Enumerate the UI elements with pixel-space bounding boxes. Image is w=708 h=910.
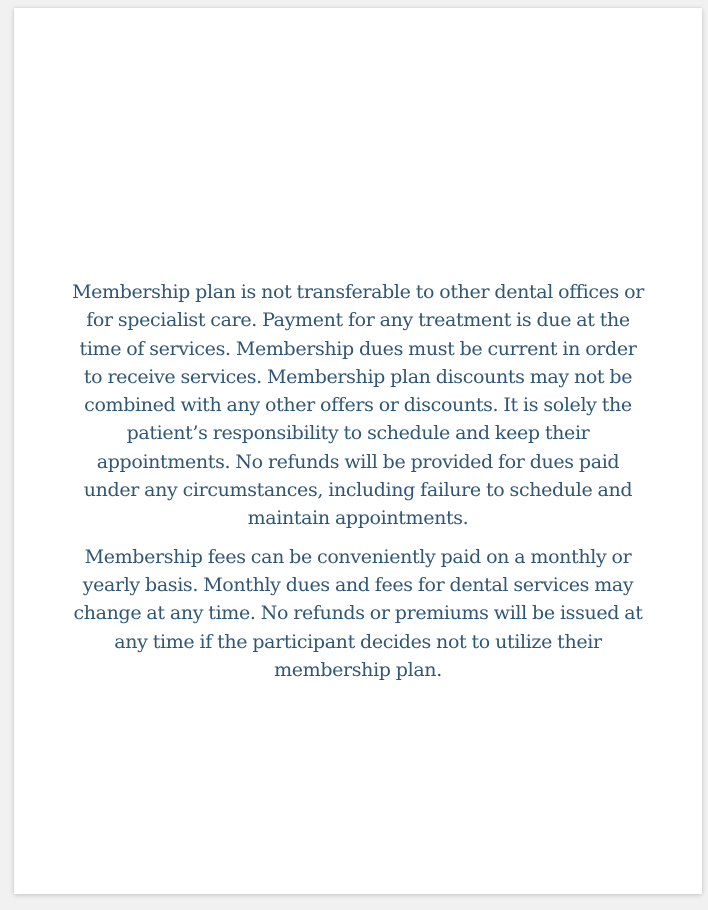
fees-paragraph: Membership fees can be conveniently paid on a monthly or yearly basis. Monthly dues and fees for dental services may change at any time. No refunds or premiums will be issued at any time if the participant decides not to utilize their membership plan. <box>73 545 643 681</box>
terms-text-block <box>68 278 648 684</box>
terms-paragraph: Membership plan is not transferable to other dental offices or for specialist care. Payment for any treatment is due at the time of services. Membership dues must be current in order to receive services. Membership plan discounts may not be combined with any other offers or discounts. It is solely the patient’s responsibility to schedule and keep their appointments. No refunds will be provided for dues paid under any circumstances, including failure to schedule and maintain appointments. <box>72 281 644 530</box>
document-page <box>14 8 702 894</box>
